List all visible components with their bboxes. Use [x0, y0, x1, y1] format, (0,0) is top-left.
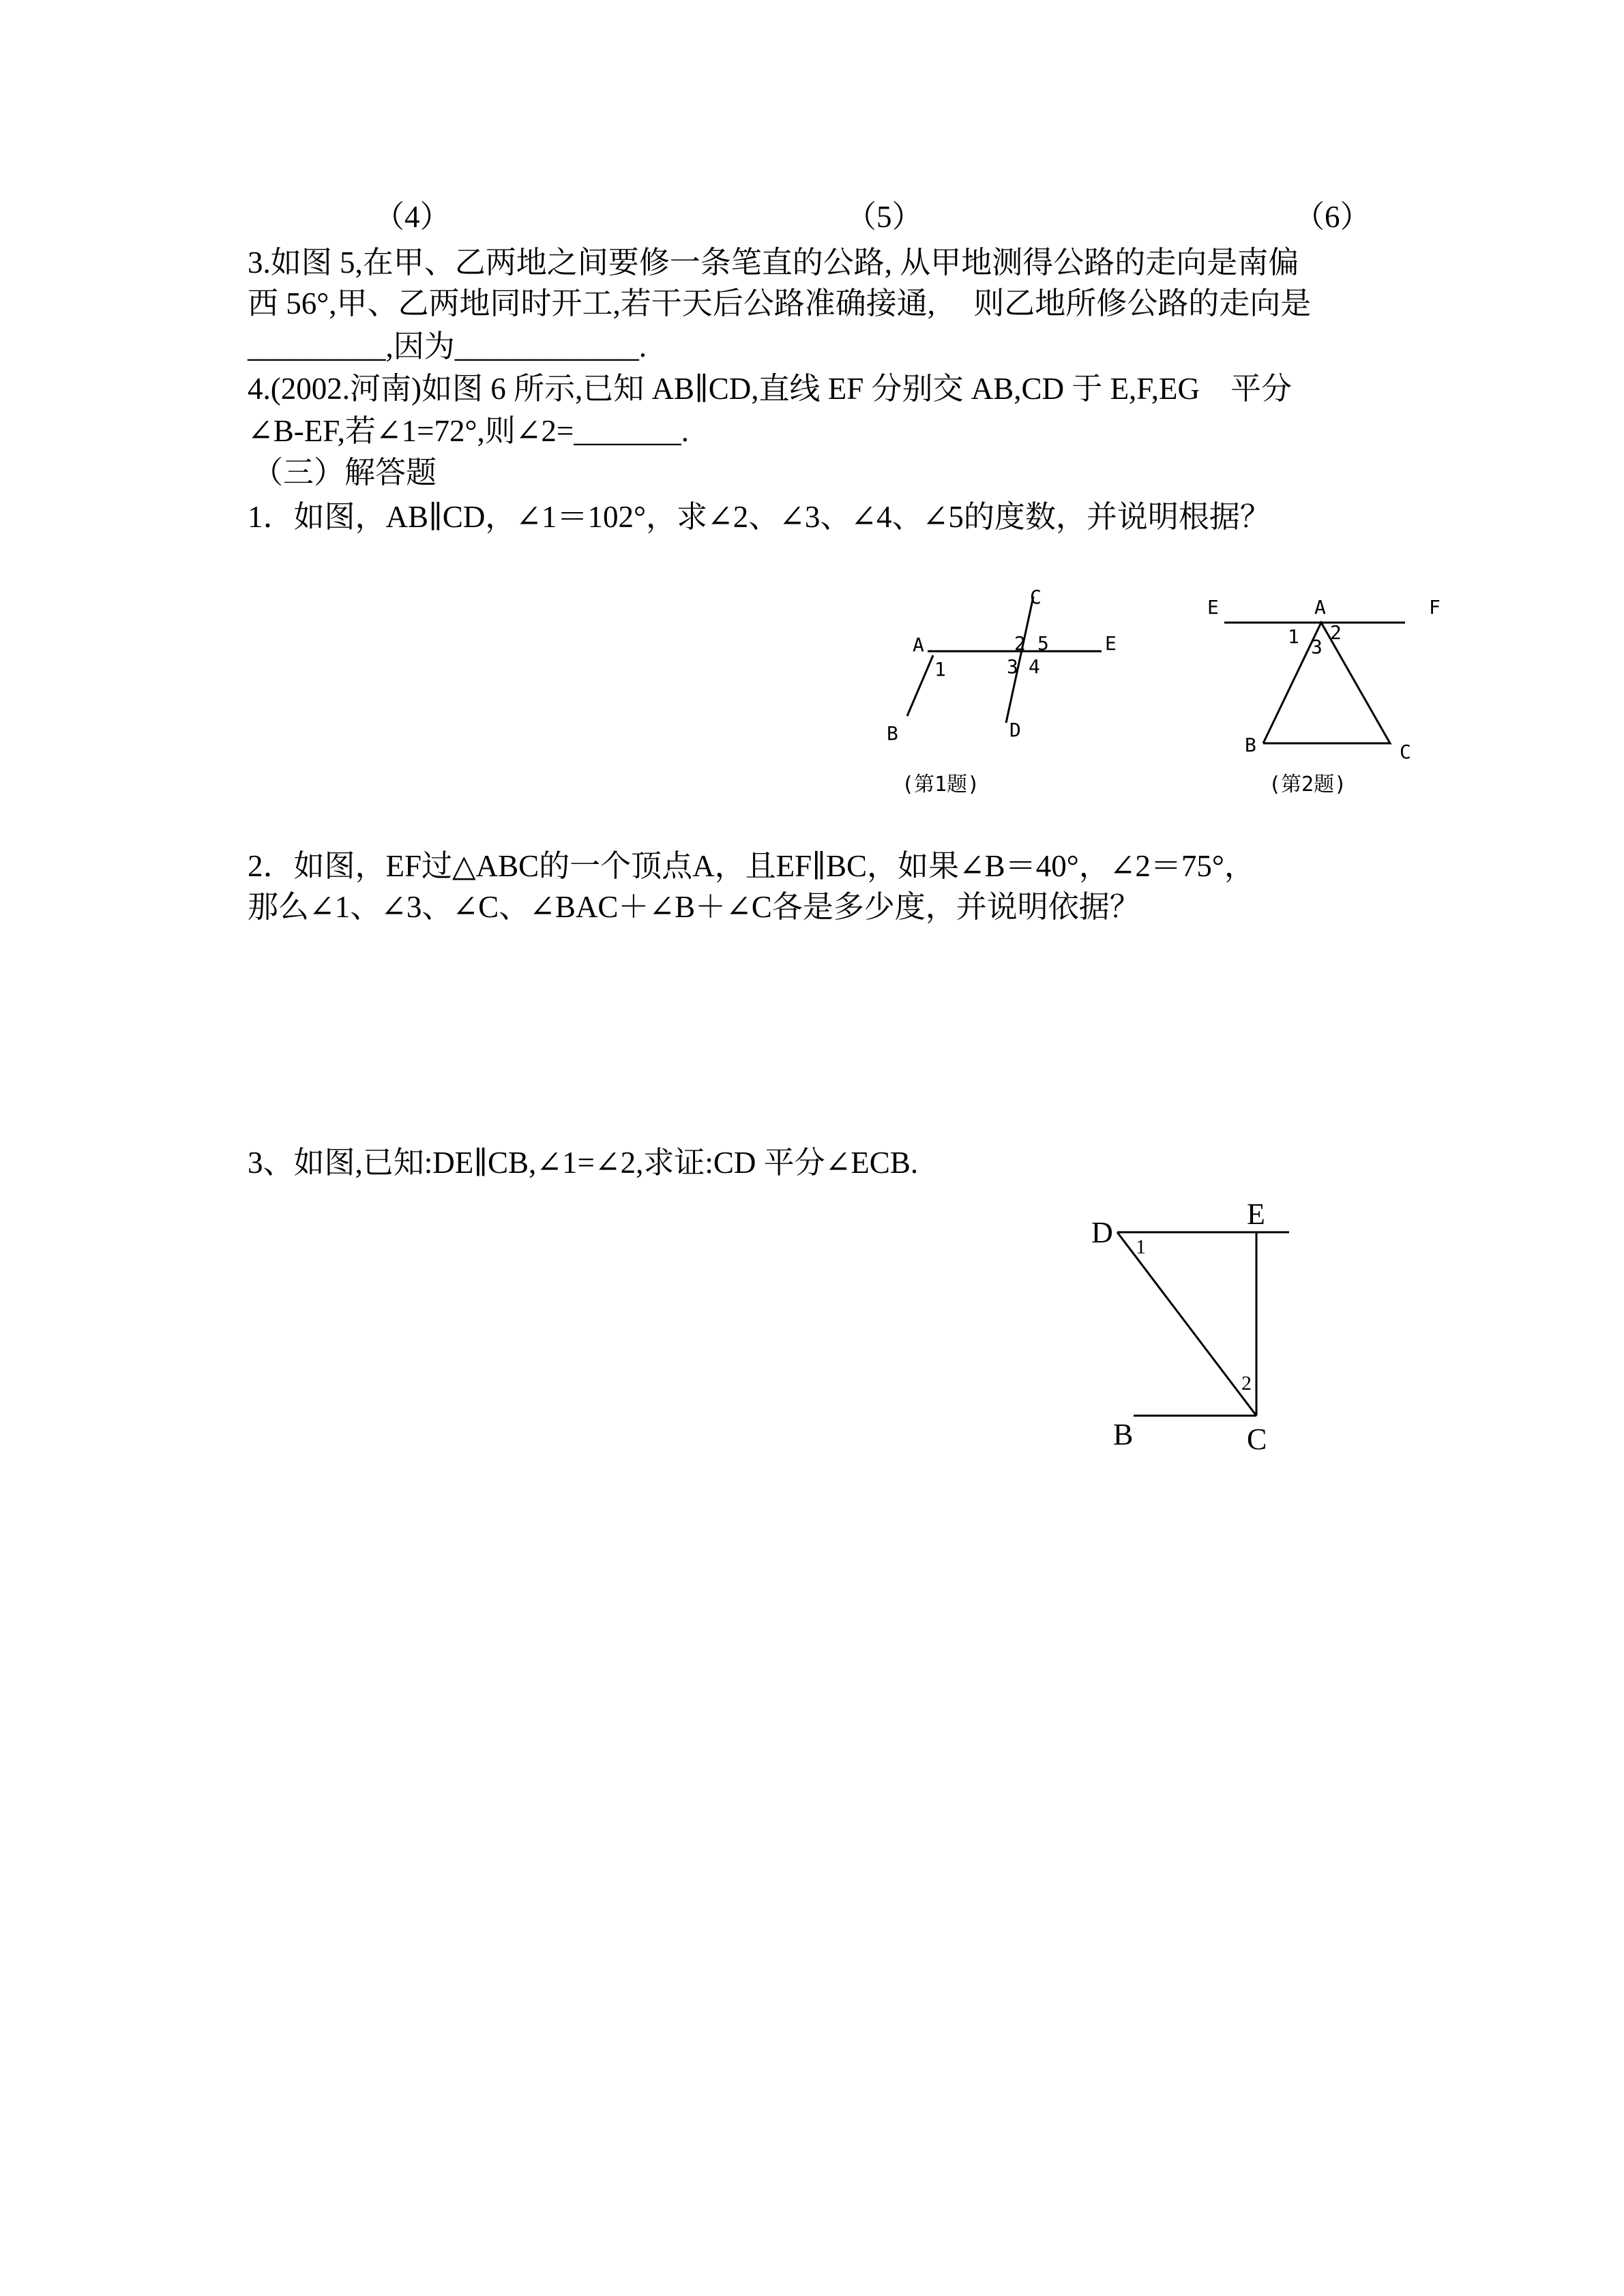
figure-label-5: （5） — [846, 200, 923, 234]
figure-1-point-a: A — [913, 633, 924, 656]
figure-2-angle-1: 1 — [1288, 625, 1299, 648]
figure-label-4: （4） — [374, 200, 451, 234]
figure-1-point-c: C — [1030, 586, 1042, 608]
figure-1-angle-5: 5 — [1037, 632, 1049, 655]
figure-2-point-c: C — [1400, 741, 1411, 763]
figure-3-point-b: B — [1113, 1418, 1134, 1451]
figure-2-point-e: E — [1207, 596, 1219, 618]
figure-1-angle-4: 4 — [1029, 655, 1040, 678]
figure-2-diagram — [1207, 583, 1453, 808]
figure-3-point-e: E — [1247, 1197, 1265, 1231]
figure-2-point-b: B — [1245, 734, 1256, 756]
figure-2-point-f: F — [1429, 596, 1441, 618]
figure-1-caption: (第1题) — [902, 773, 980, 796]
figure-1-line-ab — [907, 655, 933, 716]
figure-2-angle-3: 3 — [1311, 636, 1323, 658]
figure-2-caption: (第2题) — [1269, 773, 1347, 796]
section-title: （三）解答题 — [252, 456, 437, 490]
figure-3-angle-2: 2 — [1241, 1372, 1252, 1395]
figure-1-point-b: B — [887, 722, 898, 745]
problem-1-text: 1．如图，AB∥CD，∠1＝102°，求∠2、∠3、∠4、∠5的度数，并说明根据？ — [248, 500, 1271, 534]
figure-1-point-d: D — [1009, 719, 1021, 741]
figure-1-angle-1: 1 — [934, 658, 946, 681]
figure-2-triangle — [1263, 623, 1390, 743]
figure-3-angle-1: 1 — [1136, 1236, 1146, 1258]
figure-2-angle-2: 2 — [1330, 621, 1342, 644]
problem-3-text: 3、如图,已知:DE∥CB,∠1=∠2,求证:CD 平分∠ECB. — [248, 1146, 919, 1180]
figure-3-diagram — [1078, 1187, 1296, 1459]
figure-1-angle-2: 2 — [1014, 632, 1026, 655]
figure-1-diagram — [866, 583, 1125, 808]
question-3-line-2: 西 56°,甲、乙两地同时开工,若干天后公路准确接通, 则乙地所修公路的走向是 — [248, 286, 1312, 320]
figure-3-point-c: C — [1247, 1422, 1267, 1456]
figure-1-angle-3: 3 — [1007, 655, 1018, 678]
question-3-line-3: _________,因为____________. — [248, 329, 647, 363]
figure-3-line-dc — [1117, 1232, 1256, 1416]
figure-label-6: （6） — [1294, 200, 1371, 234]
question-3-line-1: 3.如图 5,在甲、乙两地之间要修一条笔直的公路, 从甲地测得公路的走向是南偏 — [248, 245, 1299, 280]
question-4-line-2: ∠B-EF,若∠1=72°,则∠2=_______. — [248, 414, 690, 448]
question-4-line-1: 4.(2002.河南)如图 6 所示,已知 AB∥CD,直线 EF 分别交 AB,CD 于 E,F,EG 平分 — [248, 372, 1292, 406]
figure-2-point-a: A — [1314, 596, 1326, 618]
figure-1-point-e: E — [1105, 632, 1117, 655]
figure-3-point-d: D — [1091, 1216, 1113, 1249]
problem-2-line-2: 那么∠1、∠3、∠C、∠BAC＋∠B＋∠C各是多少度，并说明依据？ — [248, 890, 1140, 924]
problem-2-line-1: 2．如图，EF过△ABC的一个顶点A，且EF∥BC，如果∠B＝40°，∠2＝75°， — [248, 849, 1255, 883]
